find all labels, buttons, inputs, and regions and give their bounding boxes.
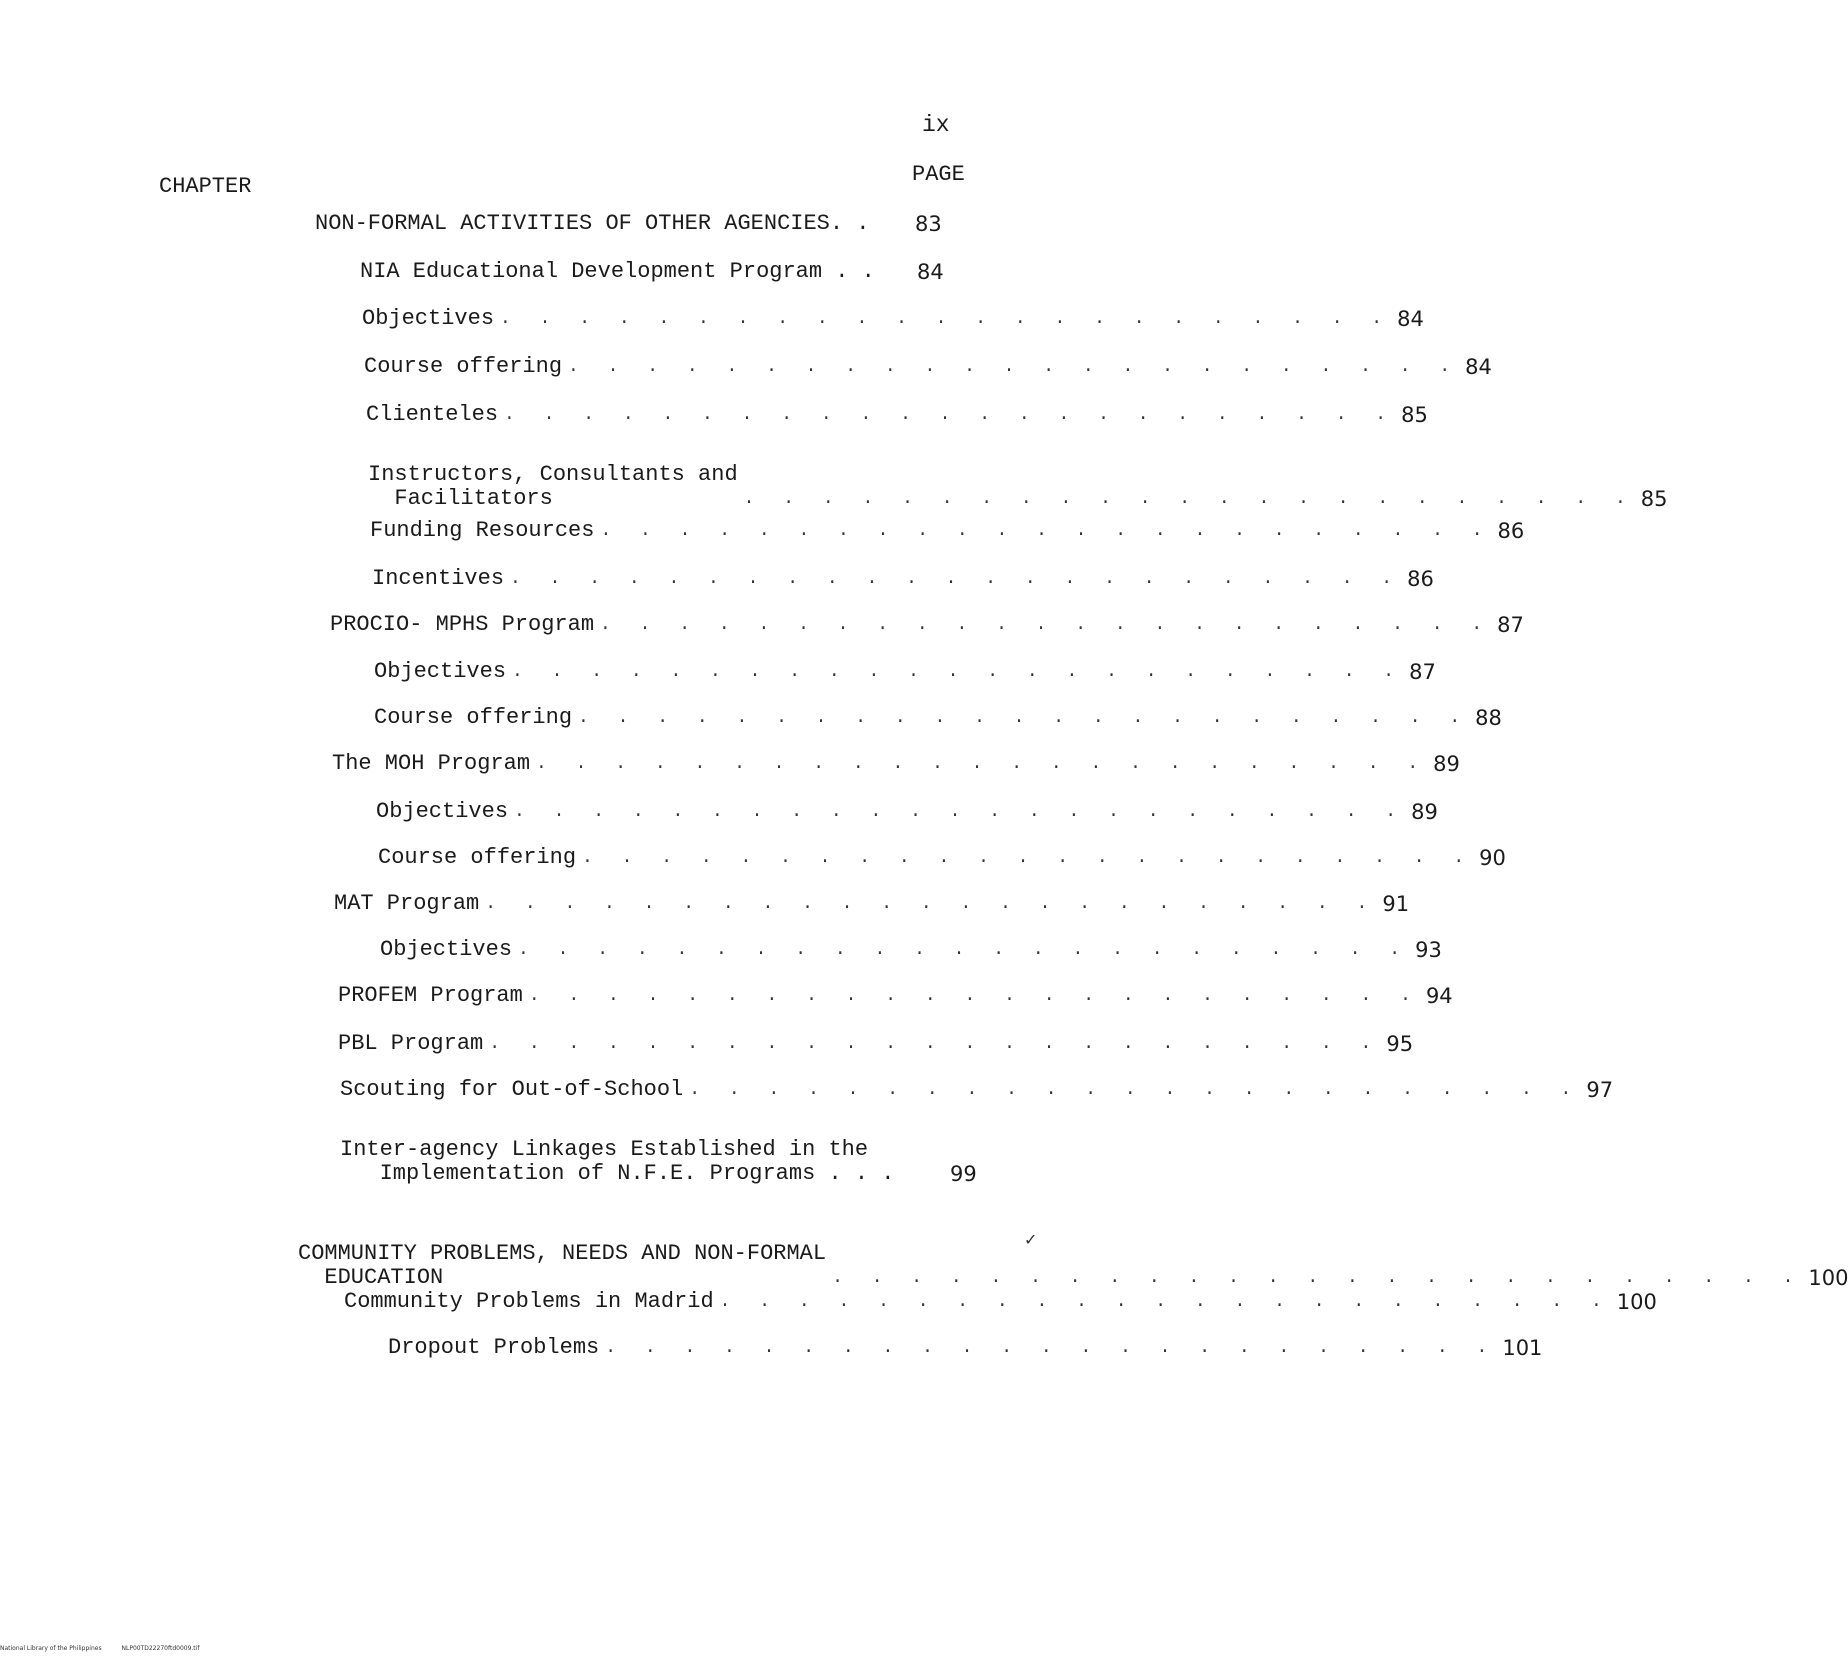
toc-entry-text: Objectives xyxy=(376,799,509,824)
leader-dots: . . . . . . . . . . . . . . . . . . . . . . . xyxy=(528,986,1420,1006)
toc-entry-text: Dropout Problems xyxy=(388,1335,600,1360)
footer-library: National Library of the Philippines xyxy=(0,1645,102,1652)
toc-entry xyxy=(344,1289,1657,1314)
toc-entry-text: PBL Program xyxy=(338,1031,484,1056)
toc-entry xyxy=(332,751,1460,776)
page-header: PAGE xyxy=(912,162,965,187)
toc-entry-page: 93 xyxy=(1415,938,1442,962)
toc-entry xyxy=(368,462,1668,511)
toc-entry-page: 86 xyxy=(1407,567,1434,591)
toc-entry-page: 100 xyxy=(1808,1266,1848,1290)
toc-entry-page: 100 xyxy=(1616,1290,1657,1314)
toc-entry-page: 86 xyxy=(1497,519,1525,543)
toc-entry xyxy=(338,983,1453,1008)
leader-dots: . . . . . . . . . . . . . . . . . . . . . . . xyxy=(600,615,1492,635)
toc-entry-page: 88 xyxy=(1475,706,1502,730)
toc-entry-text: Community Problems in Madrid xyxy=(344,1289,714,1314)
footer-file: NLP00TD22270ftd0009.tif xyxy=(121,1645,200,1652)
leader-dots: . . . . . . . . . . . . . . . . . . . . . . . xyxy=(485,894,1377,914)
toc-entry xyxy=(334,891,1410,916)
toc-entry-page: 87 xyxy=(1497,613,1524,637)
toc-entry xyxy=(380,937,1442,962)
toc-entry-text: Funding Resources xyxy=(370,518,595,543)
toc-entry-page: 94 xyxy=(1425,984,1453,1008)
toc-entry-text: Incentives xyxy=(372,566,505,591)
toc-entry xyxy=(330,612,1524,637)
toc-entry-page: 85 xyxy=(1401,403,1428,427)
toc-entry xyxy=(388,1335,1543,1360)
leader-dots: . . . . . . . . . . . . . . . . . . . . . . . xyxy=(743,489,1635,509)
leader-dots: . . . . . . . . . . . . . . . . . . . . . . . xyxy=(568,357,1460,377)
toc-entry-page: 87 xyxy=(1409,660,1436,684)
leader-dots: . . . . . . . . . . . . . . . . . . . . . . . xyxy=(504,405,1396,425)
toc-entry-page: 97 xyxy=(1586,1078,1614,1102)
toc-entry xyxy=(366,402,1428,427)
toc-entry-page: 84 xyxy=(1397,307,1424,331)
toc-entry-text: Course offering xyxy=(378,845,577,870)
toc-entry-page: 89 xyxy=(1433,752,1460,776)
leader-dots: . . . . . . . . . . . . . . . . . . . . . . . xyxy=(719,1292,1611,1312)
toc-entry-text: Course offering xyxy=(364,354,563,379)
checkmark-icon: ✓ xyxy=(1024,1230,1038,1249)
leader-dots: . . . . . . . . . . . . . . . . . . . . . . . xyxy=(500,309,1392,329)
toc-entry xyxy=(374,705,1502,730)
leader-dots: . . . . . . . . . . . . . . . . . . . . . . . xyxy=(605,1338,1497,1358)
toc-entry xyxy=(364,354,1492,379)
leader-dots: . . . . . . . . . . . . . . . . . . . . . . . xyxy=(512,662,1404,682)
toc-entry-page: 91 xyxy=(1382,892,1410,916)
leader-dots: . . . . . . . . . . . . . . . . . . . . . . . xyxy=(536,754,1428,774)
toc-entry xyxy=(370,518,1525,543)
leader-dots: . . . . . . . . . . . . . . . . . . . . . . . xyxy=(600,521,1492,541)
toc-entry-text: NON-FORMAL ACTIVITIES OF OTHER AGENCIES. . xyxy=(315,211,870,236)
toc-entry-text: MAT Program xyxy=(334,891,480,916)
toc-entry-text: PROCIO- MPHS Program xyxy=(330,612,595,637)
toc-entry xyxy=(376,799,1438,824)
toc-entry-text: PROFEM Program xyxy=(338,983,523,1008)
toc-entry-page: 83 xyxy=(915,212,942,236)
toc-entry-text: Objectives xyxy=(380,937,513,962)
toc-entry xyxy=(338,1031,1414,1056)
toc-entry xyxy=(298,1241,1848,1290)
toc-entry-text: The MOH Program xyxy=(332,751,531,776)
toc-entry-text: Objectives xyxy=(374,659,507,684)
leader-dots: . . . . . . . . . . . . . . . . . . . . . . . xyxy=(582,848,1474,868)
chapter-header: CHAPTER xyxy=(159,174,252,199)
toc-entry xyxy=(372,566,1434,591)
leader-dots: . . . . . . . . . . . . . . . . . . . . . . . xyxy=(518,940,1410,960)
toc-entry xyxy=(360,260,947,284)
leader-dots: . . . . . . . . . . . . . . . . . . . . . . . xyxy=(514,802,1406,822)
toc-entry-page: 99 xyxy=(950,1162,977,1186)
toc-entry xyxy=(362,306,1424,331)
footer xyxy=(0,1645,217,1652)
toc-entry-text: Course offering xyxy=(374,705,573,730)
toc-entry-text: Instructors, Consultants and Facilitators xyxy=(368,462,738,511)
toc-entry xyxy=(340,1138,980,1186)
leader-dots: . . . . . . . . . . . . . . . . . . . . . . . xyxy=(489,1034,1381,1054)
toc-entry xyxy=(374,659,1436,684)
toc-entry-text: Objectives xyxy=(362,306,495,331)
toc-entry xyxy=(315,212,945,236)
toc-entry-text: Clienteles xyxy=(366,402,499,427)
page-number: ix xyxy=(922,112,950,138)
leader-dots: . . . . . . . . . . . . . . . . . . . . . . . xyxy=(689,1080,1581,1100)
leader-dots: . . . . . . . . . . . . . . . . . . . . . . . . . xyxy=(832,1268,1803,1288)
toc-entry-text: COMMUNITY PROBLEMS, NEEDS AND NON-FORMAL EDUCATION xyxy=(298,1241,827,1290)
toc-entry-page: 89 xyxy=(1411,800,1438,824)
leader-dots: . . . . . . . . . . . . . . . . . . . . . . . xyxy=(578,708,1470,728)
toc-entry-page: 85 xyxy=(1640,487,1668,511)
toc-entry-page: 90 xyxy=(1479,846,1506,870)
toc-entry-page: 101 xyxy=(1502,1336,1543,1360)
toc-entry-page: 84 xyxy=(917,260,944,284)
toc-entry xyxy=(378,845,1506,870)
leader-dots: . . . . . . . . . . . . . . . . . . . . . . . xyxy=(510,569,1402,589)
toc-entry-page: 95 xyxy=(1386,1032,1414,1056)
toc-entry-text: Inter-agency Linkages Established in the Implementation of N.F.E. Programs . . . xyxy=(340,1137,895,1186)
toc-entry-page: 84 xyxy=(1465,355,1492,379)
toc-entry-text: Scouting for Out-of-School xyxy=(340,1077,684,1102)
toc-entry-text: NIA Educational Development Program . . xyxy=(360,259,875,284)
toc-entry xyxy=(340,1077,1614,1102)
